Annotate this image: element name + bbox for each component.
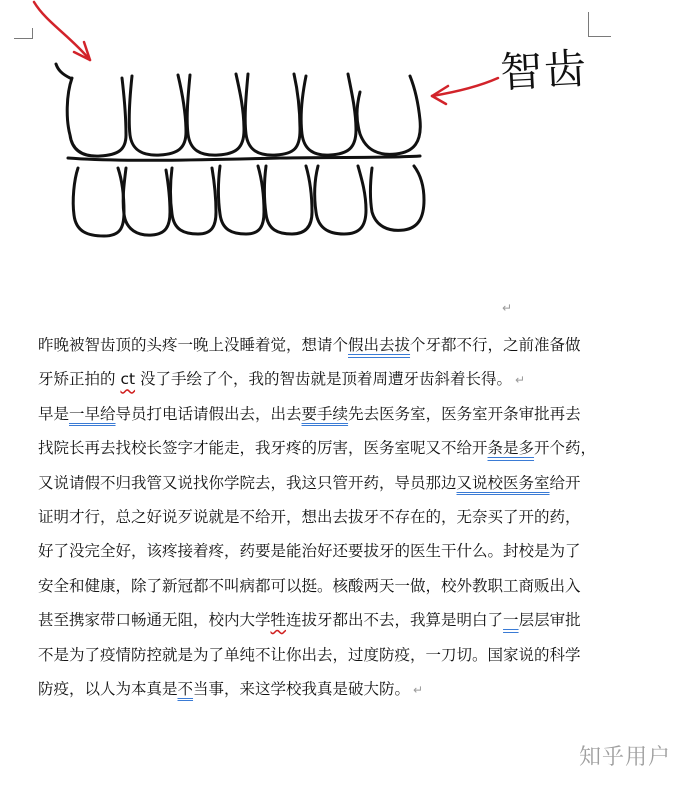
upper-tooth bbox=[301, 74, 356, 155]
grammar-underlined-text: 又说校医务室 bbox=[456, 473, 550, 492]
grammar-underlined-text: 条是多 bbox=[487, 439, 535, 458]
text-run: 开个药， bbox=[534, 439, 597, 458]
grammar-underlined-text: 假出去拔 bbox=[348, 336, 411, 354]
text-run: 昨晚被智齿顶的头疼一晚上没睡着觉，想请个 bbox=[38, 336, 349, 354]
text-run: 没了手绘了个，我的智齿就是顶着周遭牙齿斜着长得。 bbox=[135, 370, 512, 389]
text-line bbox=[38, 431, 598, 465]
text-line bbox=[38, 672, 598, 706]
upper-tooth bbox=[129, 75, 186, 155]
text-run: 安全和健康，除了新冠都不叫病都可以挺。核酸两天一做，校外教职工商贩出入 bbox=[38, 576, 581, 595]
lower-tooth bbox=[171, 168, 217, 234]
lower-tooth bbox=[371, 166, 425, 230]
grammar-underlined-text: 一 bbox=[503, 611, 519, 630]
text-run: 甚至携家带口畅通无阻，校内大学 bbox=[38, 611, 271, 630]
grammar-underlined-text: 一早给 bbox=[69, 404, 116, 423]
left-arrow bbox=[34, 2, 90, 60]
text-run: 连拔牙都出不去，我算是明白了 bbox=[286, 611, 504, 630]
text-run: 当事，来这学校我真是破大防。 bbox=[193, 679, 411, 698]
zhihu-watermark: 知乎用户 bbox=[578, 745, 671, 770]
text-run: 好了没完全好，该疼接着疼，药要是能治好还要拔牙的医生干什么。封校是为了 bbox=[38, 542, 581, 561]
text-run: 防疫，以人为本真是 bbox=[38, 679, 178, 698]
text-run: 个牙都不行，之前准备做 bbox=[410, 336, 581, 354]
body-text bbox=[38, 328, 598, 706]
text-line bbox=[38, 569, 598, 603]
spellcheck-underlined-text: 牲 bbox=[270, 611, 287, 630]
spellcheck-underlined-text: ct bbox=[120, 370, 136, 389]
text-line bbox=[38, 638, 598, 672]
grammar-underlined-text: 不 bbox=[177, 679, 194, 698]
text-run: 不是为了疫情防控就是为了单纯不让你出去，过度防疫，一刀切。国家说的科学 bbox=[38, 645, 581, 664]
lower-tooth bbox=[73, 168, 124, 236]
text-run: 层层审批 bbox=[518, 611, 581, 630]
text-run: 证明才行，总之好说歹说就是不给开，想出去拔牙不存在的，无奈买了开的药， bbox=[38, 507, 581, 526]
right-arrow bbox=[432, 78, 498, 96]
paragraph-mark: ↵ bbox=[502, 301, 513, 315]
wisdom-tooth-label: 智齿 bbox=[498, 43, 590, 98]
text-run: 导员打电话请假出去，出去 bbox=[115, 404, 302, 423]
text-line bbox=[38, 362, 598, 396]
lower-tooth bbox=[219, 166, 265, 234]
paragraph-mark: ↵ bbox=[514, 373, 526, 388]
text-run: 早是 bbox=[38, 404, 70, 423]
text-run: 先去医务室，医务室开条审批再去 bbox=[348, 404, 581, 423]
text-line bbox=[38, 397, 598, 431]
text-run: 牙矫正拍的 bbox=[38, 370, 121, 389]
lower-tooth bbox=[123, 168, 170, 235]
upper-tooth bbox=[357, 76, 420, 154]
text-run: 给开 bbox=[549, 473, 581, 492]
text-line bbox=[38, 500, 598, 534]
upper-tooth bbox=[67, 78, 126, 156]
text-line bbox=[38, 328, 598, 362]
text-run: 找院长再去找校长签字才能走，我牙疼的厉害，医务室呢又不给开 bbox=[38, 439, 488, 458]
text-line bbox=[38, 534, 598, 568]
lower-tooth bbox=[265, 166, 313, 234]
text-line bbox=[38, 603, 598, 637]
lower-tooth bbox=[315, 166, 366, 234]
upper-tooth bbox=[245, 74, 300, 155]
text-line bbox=[38, 466, 598, 500]
text-run: 又说请假不归我管又说找你学院去，我这只管开药，导员那边 bbox=[38, 473, 457, 492]
paragraph-mark: ↵ bbox=[413, 682, 424, 697]
upper-tooth bbox=[187, 74, 244, 155]
grammar-underlined-text: 要手续 bbox=[301, 404, 349, 423]
